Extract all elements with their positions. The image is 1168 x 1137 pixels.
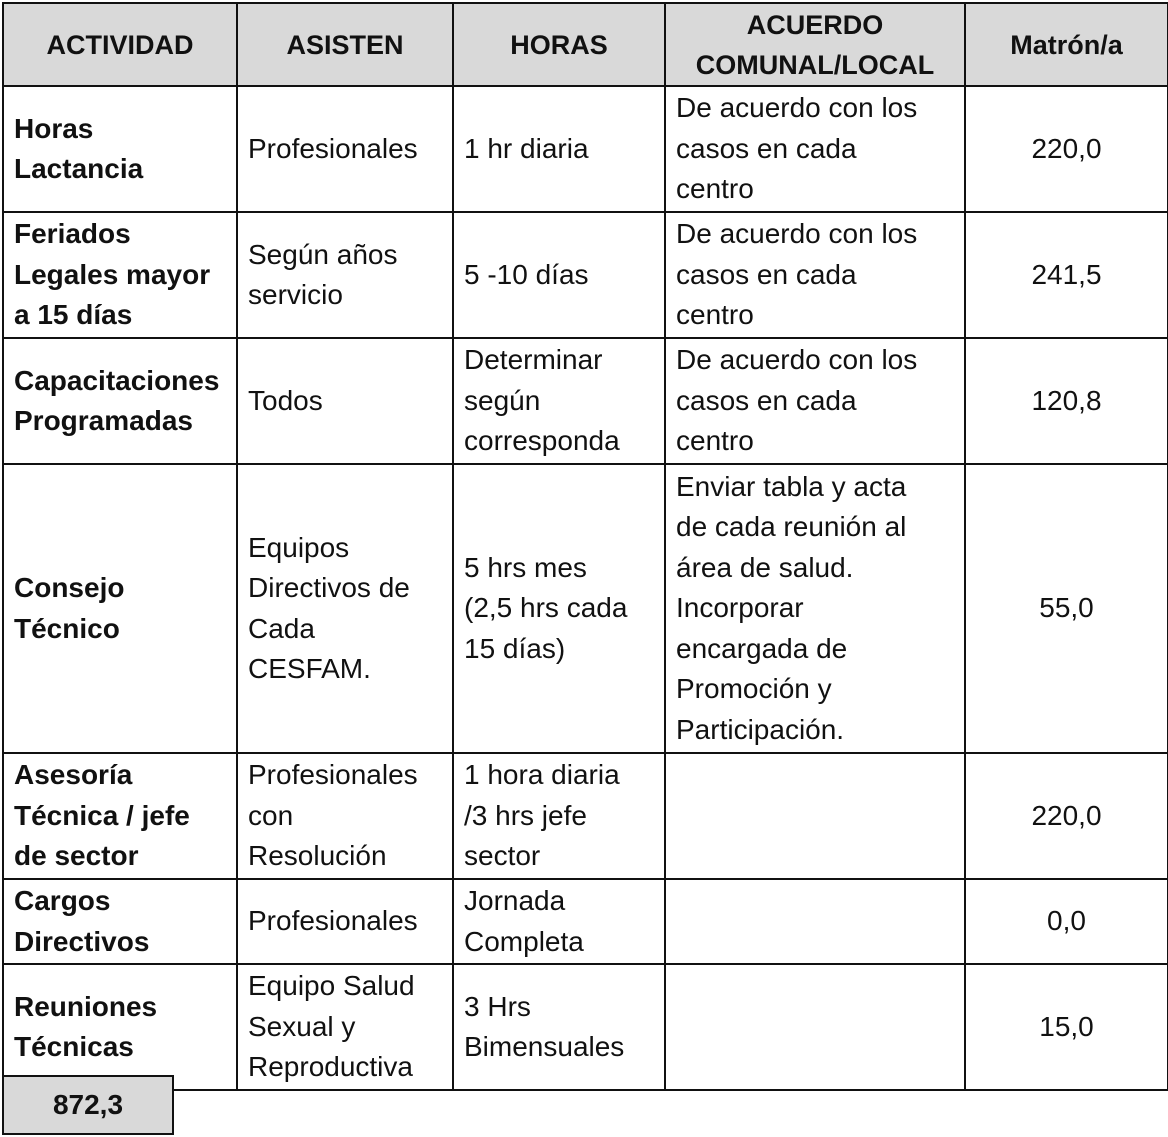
cell-acuerdo [664,878,966,965]
cell-asisten: Profesionales [236,878,454,965]
cell-matron: 220,0 [964,752,1168,880]
activities-table [2,2,1168,1091]
table-row [2,213,1168,339]
header-acuerdo: ACUERDO COMUNAL/LOCAL [664,2,966,87]
header-actividad: ACTIVIDAD [2,2,238,87]
cell-matron: 55,0 [964,463,1168,754]
cell-asisten: Todos [236,337,454,465]
cell-acuerdo: De acuerdo con los casos en cada centro [664,85,966,213]
cell-acuerdo [664,963,966,1091]
cell-actividad: Capacitaciones Programadas [2,337,238,465]
cell-acuerdo: De acuerdo con los casos en cada centro [664,211,966,339]
cell-horas: 5 -10 días [452,211,666,339]
cell-matron: 241,5 [964,211,1168,339]
cell-actividad: Horas Lactancia [2,85,238,213]
cell-horas: 5 hrs mes (2,5 hrs cada 15 días) [452,463,666,754]
table-header-row [2,2,1168,87]
cell-matron: 220,0 [964,85,1168,213]
cell-matron: 120,8 [964,337,1168,465]
cell-horas: Determinar según corresponda [452,337,666,465]
cell-actividad: Reuniones Técnicas [2,963,238,1091]
cell-acuerdo: De acuerdo con los casos en cada centro [664,337,966,465]
table-row [2,87,1168,213]
cell-horas: 1 hora diaria /3 hrs jefe sector [452,752,666,880]
table-row [2,754,1168,880]
table-row [2,880,1168,965]
cell-acuerdo [664,752,966,880]
header-asisten: ASISTEN [236,2,454,87]
cell-horas: 3 Hrs Bimensuales [452,963,666,1091]
total-value: 872,3 [52,1089,124,1120]
table-row [2,339,1168,465]
cell-horas: 1 hr diaria [452,85,666,213]
header-horas: HORAS [452,2,666,87]
cell-actividad: Consejo Técnico [2,463,238,754]
cell-matron: 15,0 [964,963,1168,1091]
table-row [2,465,1168,754]
cell-actividad: Feriados Legales mayor a 15 días [2,211,238,339]
cell-matron: 0,0 [964,878,1168,965]
cell-asisten: Equipo Salud Sexual y Reproductiva [236,963,454,1091]
table-row [2,965,1168,1091]
total-cell [2,1075,174,1135]
cell-horas: Jornada Completa [452,878,666,965]
cell-asisten: Profesionales [236,85,454,213]
cell-asisten: Según años servicio [236,211,454,339]
cell-asisten: Equipos Directivos de Cada CESFAM. [236,463,454,754]
cell-actividad: Cargos Directivos [2,878,238,965]
cell-acuerdo: Enviar tabla y acta de cada reunión al área de salud. Incorporar encargada de Promoción y Participación. [664,463,966,754]
header-matron: Matrón/a [964,2,1168,87]
cell-actividad: Asesoría Técnica / jefe de sector [2,752,238,880]
cell-asisten: Profesionales con Resolución [236,752,454,880]
